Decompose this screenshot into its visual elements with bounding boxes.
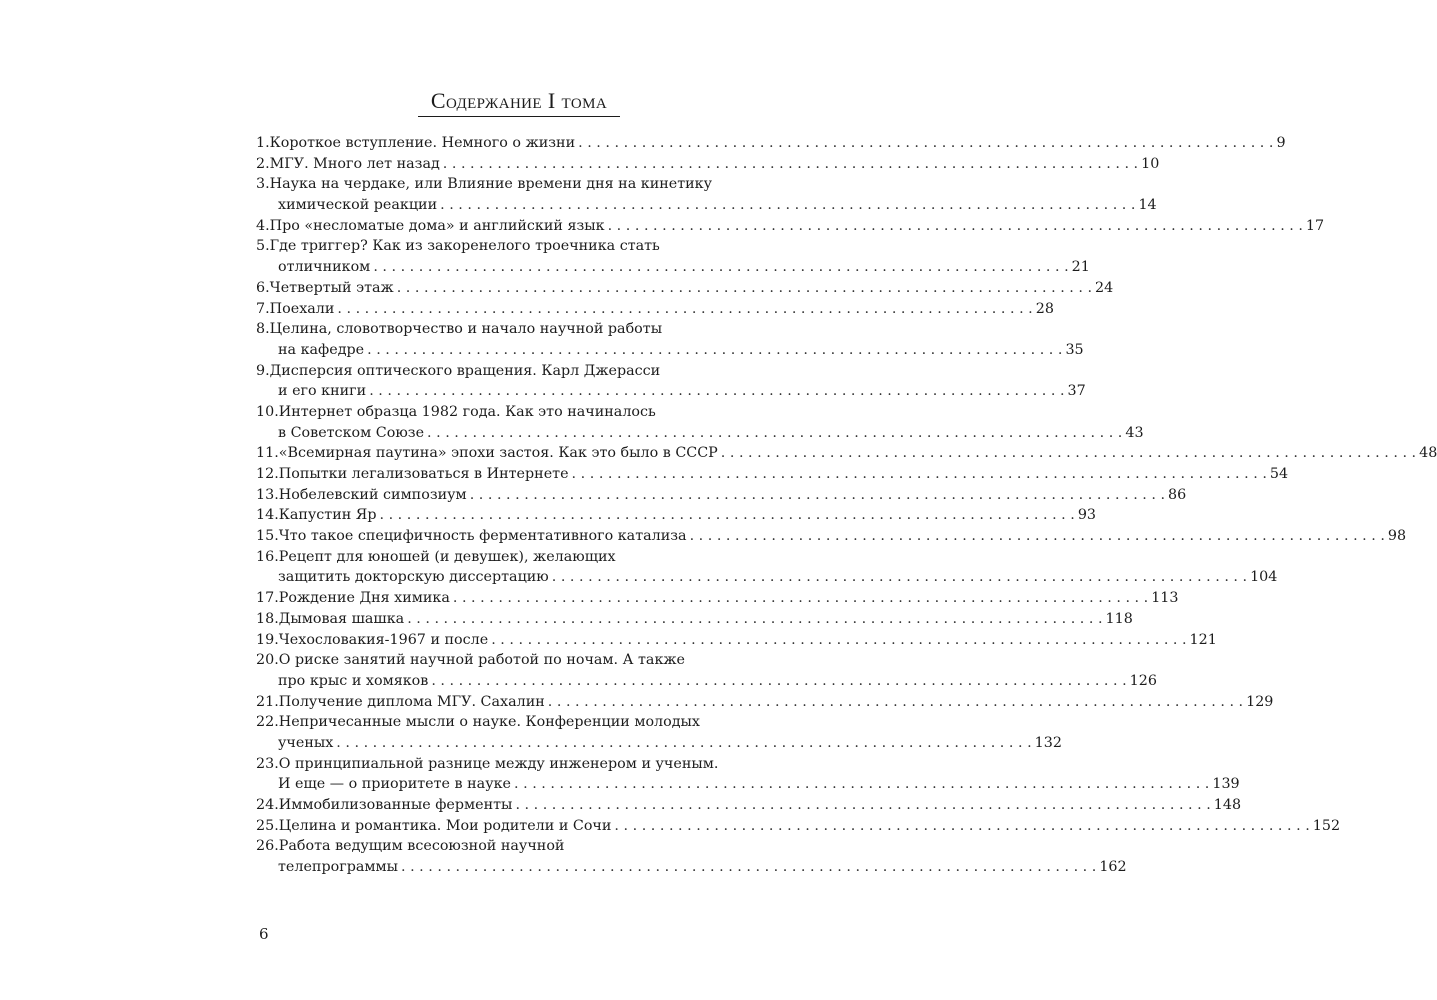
- dot-leader: [373, 257, 1068, 278]
- toc-entry-line: [256, 505, 1097, 526]
- toc-entry: [256, 402, 1144, 443]
- toc-entry: [256, 174, 1157, 215]
- toc-entry: [256, 609, 1133, 630]
- page-title: Содержание I тома: [418, 88, 620, 117]
- dot-leader: [380, 505, 1075, 526]
- toc-entry-number: 4.: [256, 217, 270, 234]
- toc-entry-page: 28: [1035, 300, 1054, 317]
- toc-entry-page: 129: [1246, 693, 1274, 710]
- toc-entry-title: Попытки легализоваться в Интернете: [278, 466, 569, 482]
- toc-entry-line: [256, 526, 1407, 547]
- toc-entry-line: [256, 216, 1325, 237]
- toc-entry-line: [256, 464, 1289, 485]
- dot-leader: [440, 195, 1135, 216]
- toc-entry: [256, 133, 1286, 154]
- toc-entry-title: Наука на чердаке, или Влияние времени дня на кинетику: [269, 176, 713, 193]
- dot-leader: [690, 526, 1385, 547]
- toc-entry-number: 26.: [256, 838, 279, 855]
- toc-entry-page: 21: [1071, 259, 1090, 276]
- toc-entry-title: Иммобилизованные ферменты: [278, 797, 513, 813]
- toc-entry-line: [256, 361, 766, 382]
- dot-leader: [552, 567, 1247, 588]
- toc-entry: [256, 526, 1407, 547]
- dot-leader: [443, 154, 1138, 175]
- toc-entry-page: 24: [1095, 279, 1114, 296]
- toc-entry-line: [256, 567, 1278, 588]
- toc-entry-number: 3.: [256, 176, 270, 193]
- toc-entry-line: [256, 133, 1286, 154]
- dot-leader: [367, 340, 1062, 361]
- toc-entry-page: 104: [1250, 569, 1278, 586]
- toc-entry-title: «Всемирная паутина» эпохи застоя. Как это было в СССР: [278, 445, 718, 462]
- dot-leader: [470, 485, 1165, 506]
- dot-leader: [407, 609, 1102, 630]
- dot-leader: [369, 381, 1064, 402]
- toc-entry-title: Интернет образца 1982 года. Как это начиналось: [278, 403, 656, 420]
- toc-entry: [256, 319, 1084, 360]
- toc-entry-title: на кафедре: [278, 341, 365, 358]
- toc-entry-number: 23.: [256, 755, 279, 772]
- toc-entry-title: Поехали: [269, 300, 335, 317]
- dot-leader: [491, 630, 1186, 651]
- toc-entry-title: Короткое вступление. Немного о жизни: [269, 135, 576, 151]
- toc-entry: [256, 692, 1274, 713]
- toc-entry: [256, 547, 1278, 588]
- dot-leader: [427, 423, 1122, 444]
- toc-entry: [256, 754, 1240, 795]
- toc-entry: [256, 588, 1179, 609]
- dot-leader: [336, 733, 1031, 754]
- toc-entry-line: [256, 443, 1437, 464]
- toc-entry-line: [256, 733, 1062, 754]
- toc-entry-page: 139: [1212, 776, 1240, 793]
- toc-entry: [256, 154, 1160, 175]
- toc-entry-number: 22.: [256, 714, 279, 731]
- toc-entry-line: [256, 299, 1054, 320]
- toc-entry-line: [256, 795, 1242, 816]
- dot-leader: [514, 774, 1209, 795]
- toc-entry-title: Четвертый этаж: [269, 279, 394, 296]
- dot-leader: [515, 795, 1210, 816]
- toc-entry-page: 14: [1138, 197, 1157, 214]
- toc-entry-number: 10.: [256, 403, 279, 420]
- toc-entry-number: 13.: [256, 486, 279, 503]
- toc-entry-title: Чехословакия-1967 и после: [278, 631, 489, 648]
- dot-leader: [572, 464, 1267, 485]
- toc-entry-line: [256, 340, 1084, 361]
- toc-entry-number: 21.: [256, 693, 279, 710]
- toc-entry-number: 17.: [256, 590, 279, 607]
- table-of-contents: [256, 133, 1437, 878]
- toc-entry: [256, 816, 1341, 837]
- toc-entry-number: 1.: [256, 135, 270, 151]
- page-number: 6: [259, 925, 269, 943]
- toc-entry-title: Про «несломатые дома» и английский язык: [269, 217, 605, 234]
- toc-entry: [256, 650, 1157, 691]
- toc-entry-line: [256, 319, 766, 340]
- toc-entry-page: 54: [1269, 466, 1289, 482]
- toc-entry-title: телепрограммы: [278, 859, 398, 876]
- toc-entry-title: Целина, словотворчество и начало научной работы: [269, 321, 663, 338]
- toc-entry-line: [256, 236, 766, 257]
- toc-entry-title: в Советском Союзе: [278, 424, 425, 441]
- toc-entry-line: [256, 816, 1341, 837]
- toc-entry-page: 17: [1305, 217, 1325, 234]
- toc-entry-title: Дымовая шашка: [278, 610, 405, 627]
- toc-entry-title: химической реакции: [278, 197, 438, 214]
- toc-entry-line: [256, 278, 1114, 299]
- toc-entry-title: Целина и романтика. Мои родители и Сочи: [278, 817, 612, 834]
- toc-entry-title: отличником: [278, 259, 371, 276]
- toc-entry: [256, 443, 1437, 464]
- toc-entry-title: Рецепт для юношей (и девушек), желающих: [278, 548, 616, 565]
- dot-leader: [397, 278, 1092, 299]
- toc-entry-page: 43: [1125, 424, 1144, 441]
- toc-entry-number: 18.: [256, 610, 279, 627]
- dot-leader: [453, 588, 1148, 609]
- toc-entry-number: 12.: [256, 466, 279, 482]
- toc-entry-line: [256, 774, 1240, 795]
- toc-entry-line: [256, 195, 1157, 216]
- toc-entry: [256, 836, 1127, 877]
- toc-entry: [256, 795, 1242, 816]
- toc-entry-line: [256, 836, 766, 857]
- toc-entry-line: [256, 154, 1160, 175]
- toc-entry-number: 25.: [256, 817, 279, 834]
- toc-entry-title: и его книги: [278, 383, 367, 400]
- toc-entry-number: 9.: [256, 362, 270, 379]
- toc-entry-line: [256, 650, 766, 671]
- toc-entry-page: 152: [1312, 817, 1341, 834]
- toc-entry-line: [256, 423, 1144, 444]
- toc-entry-line: [256, 485, 1187, 506]
- toc-entry: [256, 505, 1097, 526]
- toc-entry-title: Что такое специфичность ферментативного катализа: [278, 528, 687, 545]
- toc-entry-page: 98: [1387, 528, 1407, 545]
- dot-leader: [401, 857, 1096, 878]
- toc-entry-title: Работа ведущим всесоюзной научной: [278, 838, 565, 855]
- toc-entry-title: И еще — о приоритете в науке: [278, 776, 512, 793]
- toc-entry-page: 48: [1419, 445, 1437, 462]
- dot-leader: [548, 692, 1243, 713]
- toc-entry-number: 24.: [256, 797, 279, 813]
- dot-leader: [337, 299, 1032, 320]
- toc-entry-page: 162: [1099, 859, 1127, 876]
- toc-entry-line: [256, 174, 766, 195]
- dot-leader: [608, 216, 1303, 237]
- toc-entry-page: 35: [1065, 341, 1084, 358]
- toc-entry: [256, 278, 1114, 299]
- toc-entry-number: 11.: [256, 445, 279, 462]
- toc-entry-page: 37: [1067, 383, 1086, 400]
- toc-entry-title: Дисперсия оптического вращения. Карл Джерасси: [269, 362, 661, 379]
- toc-entry: [256, 216, 1325, 237]
- toc-entry: [256, 299, 1054, 320]
- toc-entry: [256, 630, 1217, 651]
- toc-entry-page: 9: [1276, 135, 1286, 151]
- toc-entry-number: 15.: [256, 528, 279, 545]
- toc-entry-line: [256, 857, 1127, 878]
- toc-entry-line: [256, 402, 766, 423]
- toc-entry: [256, 712, 1062, 753]
- toc-entry-page: 86: [1168, 486, 1187, 503]
- toc-entry-page: 113: [1151, 590, 1179, 607]
- toc-entry-number: 8.: [256, 321, 270, 338]
- dot-leader: [578, 133, 1273, 154]
- toc-entry-number: 6.: [256, 279, 270, 296]
- toc-entry-title: Где триггер? Как из закоренелого троечника стать: [269, 238, 660, 255]
- dot-leader: [721, 443, 1416, 464]
- toc-entry: [256, 464, 1289, 485]
- toc-entry-line: [256, 609, 1133, 630]
- toc-entry-title: Получение диплома МГУ. Сахалин: [278, 693, 545, 710]
- toc-entry-number: 5.: [256, 238, 270, 255]
- toc-entry-title: про крыс и хомяков: [278, 672, 429, 689]
- toc-entry-page: 93: [1077, 507, 1097, 524]
- dot-leader: [431, 671, 1126, 692]
- toc-entry-line: [256, 257, 1090, 278]
- toc-entry-line: [256, 588, 1179, 609]
- toc-entry: [256, 485, 1187, 506]
- toc-entry-page: 148: [1213, 797, 1242, 813]
- toc-entry-page: 132: [1034, 734, 1062, 751]
- toc-entry-number: 19.: [256, 631, 279, 648]
- toc-entry-title: защитить докторскую диссертацию: [278, 569, 549, 586]
- toc-entry-title: О принципиальной разнице между инженером и ученым.: [278, 755, 719, 772]
- toc-entry-title: Рождение Дня химика: [278, 590, 450, 607]
- toc-entry: [256, 236, 1090, 277]
- toc-entry-line: [256, 692, 1274, 713]
- toc-entry-title: Капустин Яр: [278, 507, 377, 524]
- toc-entry-page: 10: [1141, 155, 1160, 172]
- toc-entry-title: Нобелевский симпозиум: [278, 486, 467, 503]
- toc-entry-line: [256, 381, 1086, 402]
- toc-entry-title: Непричесанные мысли о науке. Конференции молодых: [278, 714, 700, 731]
- toc-entry-line: [256, 547, 766, 568]
- toc-entry-number: 14.: [256, 507, 279, 524]
- toc-entry-title: ученых: [278, 734, 334, 751]
- toc-entry-line: [256, 671, 1157, 692]
- toc-entry-page: 126: [1129, 672, 1157, 689]
- toc-entry: [256, 361, 1086, 402]
- toc-entry-number: 7.: [256, 300, 270, 317]
- toc-entry-number: 16.: [256, 548, 279, 565]
- toc-entry-number: 20.: [256, 652, 279, 669]
- toc-entry-number: 2.: [256, 155, 270, 172]
- toc-entry-page: 121: [1189, 631, 1217, 648]
- toc-entry-page: 118: [1105, 610, 1133, 627]
- toc-entry-line: [256, 754, 766, 775]
- dot-leader: [614, 816, 1309, 837]
- toc-entry-title: О риске занятий научной работой по ночам. А также: [278, 652, 685, 669]
- toc-entry-line: [256, 712, 766, 733]
- toc-entry-line: [256, 630, 1217, 651]
- toc-entry-title: МГУ. Много лет назад: [269, 155, 440, 172]
